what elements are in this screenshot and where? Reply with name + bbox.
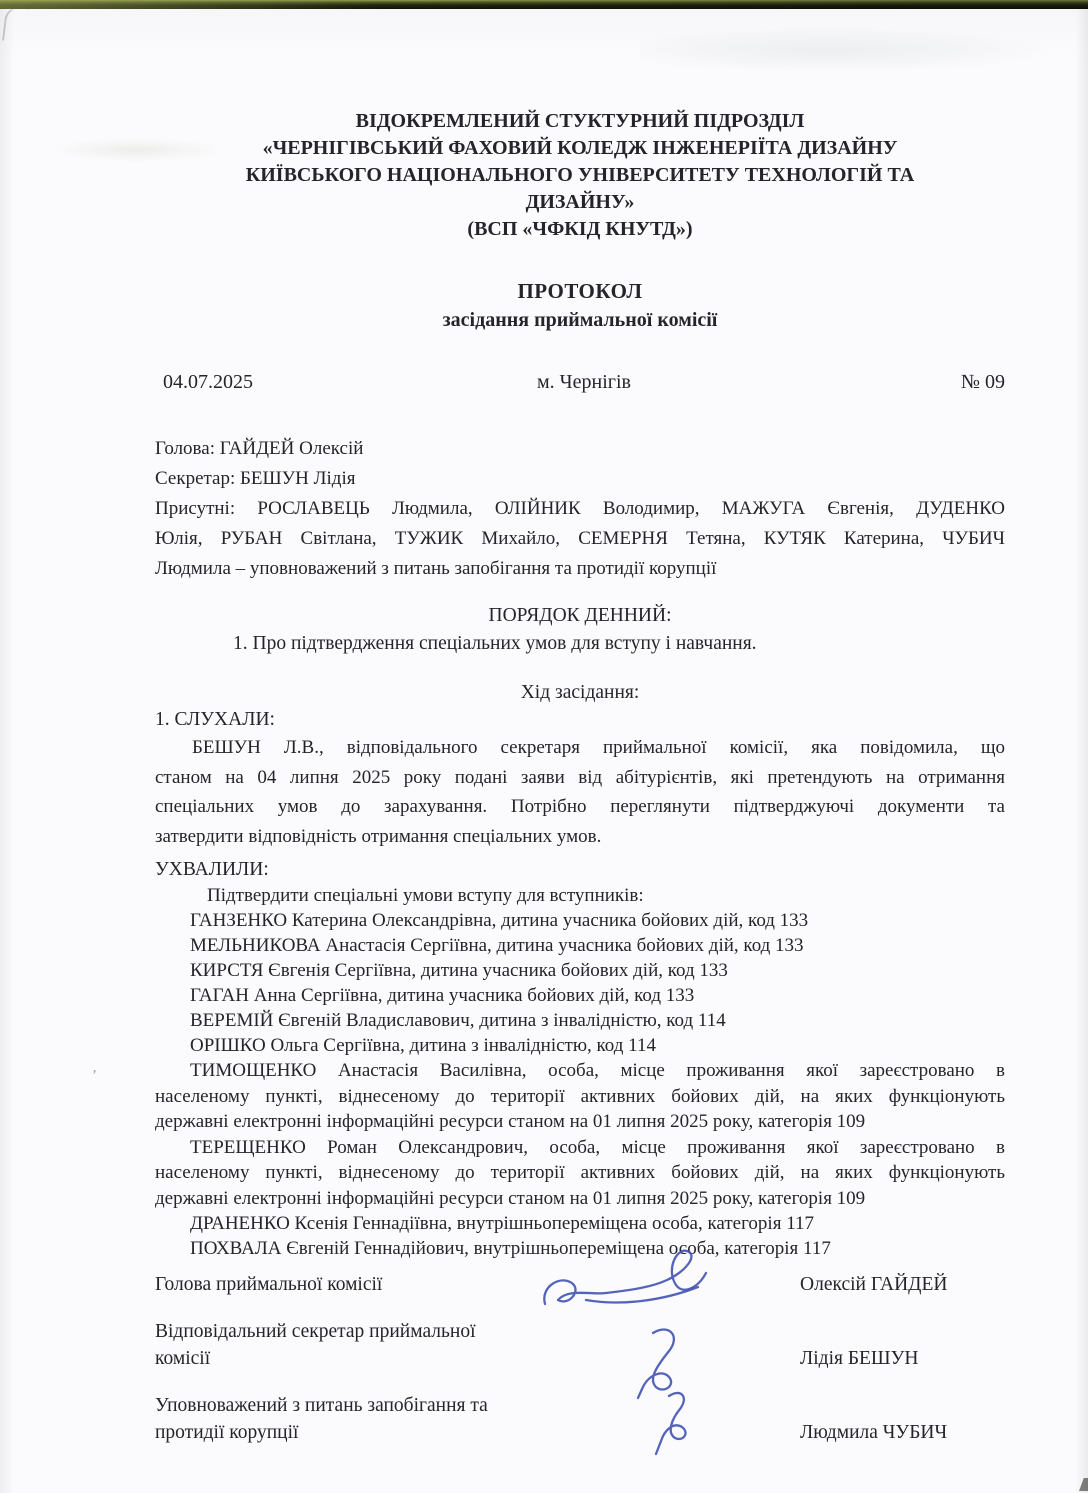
resolution-entry: ПОХВАЛА Євгеній Геннадійович, внутрішньопереміщена особа, категорія 117 [190,1238,831,1259]
document-date: 04.07.2025 [163,371,253,393]
resolution-entry: МЕЛЬНИКОВА Анастасія Сергіївна, дитина учасника бойових дій, код 133 [190,935,804,956]
resolution-intro: Підтвердити спеціальні умови вступу для вступників: [207,885,644,906]
document-number: № 09 [960,371,1005,393]
document-place: м. Чернігів [537,371,631,393]
resolution-entries [155,908,1005,1261]
listened-label: 1. СЛУХАЛИ: [155,709,275,730]
institution-line: ДИЗАЙНУ» [525,191,635,213]
institution-line: КИЇВСЬКОГО НАЦІОНАЛЬНОГО УНІВЕРСИТЕТУ ТЕХНОЛОГІЙ ТА [245,164,915,186]
proceedings-heading: Хід засідання: [520,682,640,703]
document-content [155,0,1005,1446]
signature-name: Людмила ЧУБИЧ [800,1422,948,1443]
resolution-entry: ОРІШКО Ольга Сергіївна, дитина з інвалідністю, код 114 [190,1035,656,1056]
document-subtitle: засідання приймальної комісії [442,309,718,331]
present-line: Присутні: РОСЛАВЕЦЬ Людмила, ОЛІЙНИК Володимир, МАЖУГА Євгенія, ДУДЕНКО [155,498,1005,519]
page-corner-curl [2,6,30,44]
listened-line: станом на 04 липня 2025 року подані заяви від абітурієнтів, які претендують на отримання [155,766,1005,788]
resolution-entry-line: населеному пункті, віднесеному до території активних бойових дій, на яких функціонують [155,1162,1005,1183]
chair-line: Голова: ГАЙДЕЙ Олексій [155,438,364,459]
meeting-meta [155,434,1005,584]
listened-line: затвердити відповідність отримання спеціальних умов. [155,825,602,847]
signature-block [155,1271,1005,1446]
resolution-entry-line: ТЕРЕЩЕНКО Роман Олександрович, особа, місце проживання якої зареєстровано в [190,1136,1005,1158]
signature-row-chair [155,1271,1005,1298]
resolution-entry: ВЕРЕМІЙ Євгеній Владиславович, дитина з інвалідністю, код 114 [190,1010,726,1031]
signature-row-secretary [155,1318,1005,1372]
resolution-entry: КИРСТЯ Євгенія Сергіївна, дитина учасника бойових дій, код 133 [190,960,728,981]
signature-role: Голова приймальної комісії [155,1274,383,1295]
resolution-entry: ДРАНЕНКО Ксенія Геннадіївна, внутрішньопереміщена особа, категорія 117 [190,1213,814,1234]
listened-line: БЕШУН Л.В., відповідального секретаря приймальної комісії, яка повідомила, що [192,737,1005,758]
resolution-entry: ГАНЗЕНКО Катерина Олександрівна, дитина учасника бойових дій, код 133 [190,910,809,931]
signature-role: Уповноважений з питань запобігання та протидії корупції [155,1395,488,1443]
institution-header [155,108,1005,243]
agenda-heading: ПОРЯДОК ДЕННИЙ: [488,605,672,626]
resolution-entry-line: населеному пункті, віднесеному до території активних бойових дій, на яких функціонують [155,1085,1005,1107]
signature-name: Лідія БЕШУН [800,1348,919,1369]
institution-line: (ВСП «ЧФКІД КНУТД») [467,218,693,240]
resolution-entry [155,1058,1005,1135]
resolution-entry-line: ТИМОЩЕНКО Анастасія Василівна, особа, місце проживання якої зареєстровано в [190,1060,1005,1081]
resolution-entry: ГАГАН Анна Сергіївна, дитина учасника бойових дій, код 133 [190,985,695,1006]
signature-name: Олексій ГАЙДЕЙ [800,1274,948,1295]
date-place-number-row [155,368,1005,396]
secretary-line: Секретар: БЕШУН Лідія [155,468,356,489]
stray-pen-mark: ʼ [92,1068,97,1084]
resolution-entry [155,1135,1005,1212]
institution-line: ВІДОКРЕМЛЕНИЙ СТУКТУРНИЙ ПІДРОЗДІЛ [355,110,805,132]
scan-edge-mark-bottom-right [1076,1478,1088,1491]
resolution-entry-line: державні електронні інформаційні ресурси станом на 01 липня 2025 року, категорія 109 [155,1111,866,1132]
present-line: Людмила – уповноважений з питань запобігання та протидії корупції [155,558,717,579]
signature-row-anticorruption-officer [155,1392,1005,1446]
present-paragraph [155,494,1005,584]
institution-line: «ЧЕРНІГІВСЬКИЙ ФАХОВИЙ КОЛЕДЖ ІНЖЕНЕРІЇТА ДИЗАЙНУ [262,137,898,159]
resolution-heading: УХВАЛИЛИ: [155,859,269,880]
agenda-item-1: 1. Про підтвердження спеціальних умов для вступу і навчання. [233,633,757,654]
signature-role: Відповідальний секретар приймальної комісії [155,1321,476,1369]
resolution-entry-line: державні електронні інформаційні ресурси станом на 01 липня 2025 року, категорія 109 [155,1187,866,1209]
listened-line: спеціальних умов до зарахування. Потрібно переглянути підтверджуючі документи та [155,796,1005,817]
listened-paragraph [155,733,1005,851]
present-line: Юлія, РУБАН Світлана, ТУЖИК Михайло, СЕМЕРНЯ Тетяна, КУТЯК Катерина, ЧУБИЧ [155,528,1005,549]
document-title: ПРОТОКОЛ [517,279,643,303]
